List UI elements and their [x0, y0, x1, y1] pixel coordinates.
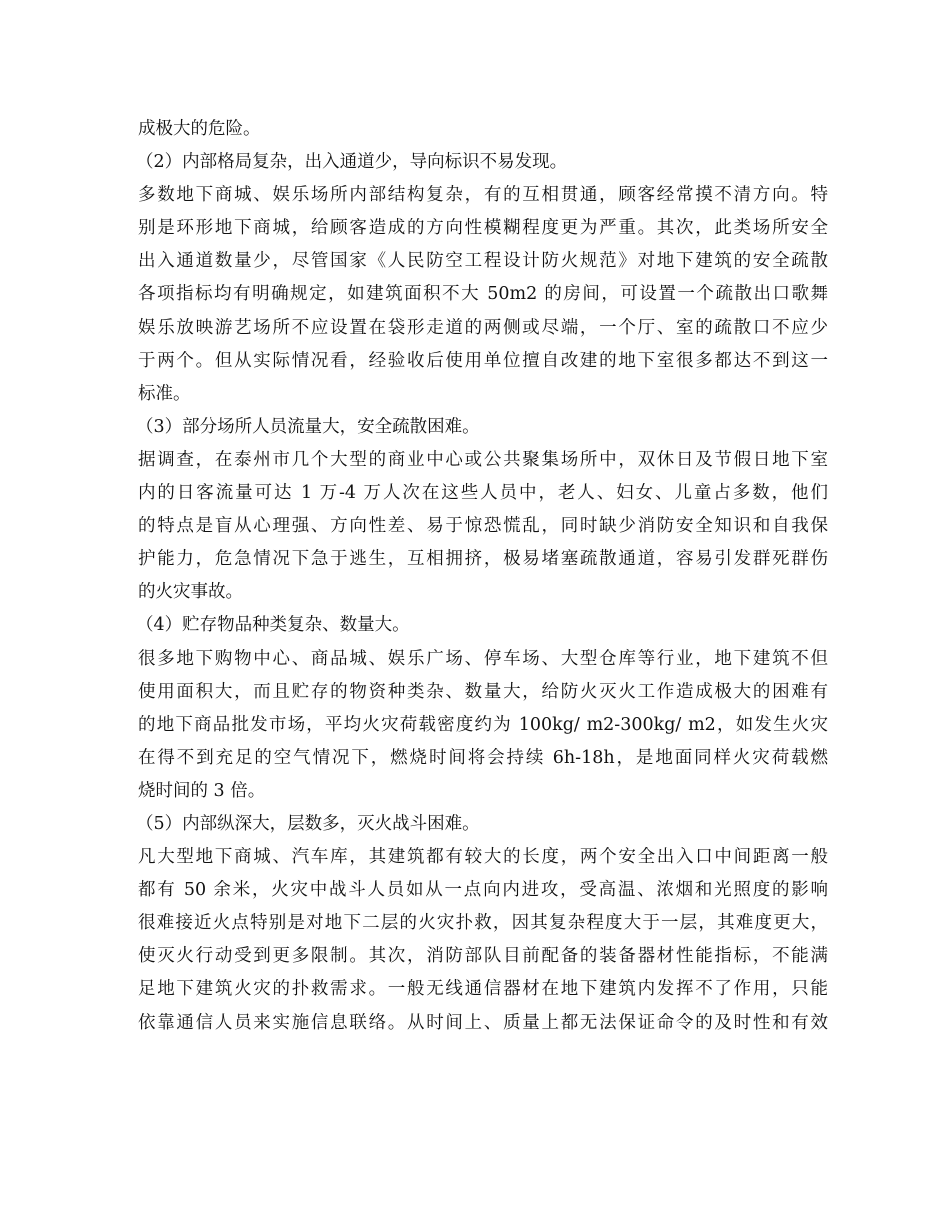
text-line: 出入通道数量少，尽管国家《人民防空工程设计防火规范》对地下建筑的安全疏散 [138, 251, 828, 272]
text-line: 的地下商品批发市场，平均火灾荷载密度约为 100kg/ m2-300kg/ m2，如发生火灾 [138, 714, 828, 735]
text-line: 内的日客流量可达 1 万-4 万人次在这些人员中，老人、妇女、儿童占多数，他们 [138, 483, 828, 504]
text-line: 使灭火行动受到更多限制。其次，消防部队目前配备的装备器材性能指标，不能满 [138, 946, 828, 967]
text-line: 娱乐放映游艺场所不应设置在袋形走道的两侧或尽端，一个厅、室的疏散口不应少 [138, 317, 828, 338]
section-heading: （3）部分场所人员流量大，安全疏散困难。 [136, 416, 480, 437]
text-line: 护能力，危急情况下急于逃生，互相拥挤，极易堵塞疏散通道，容易引发群死群伤 [138, 549, 828, 570]
text-line: 各项指标均有明确规定，如建筑面积不大 50m2 的房间，可设置一个疏散出口歌舞 [138, 284, 828, 305]
text-line: 在得不到充足的空气情况下，燃烧时间将会持续 6h-18h，是地面同样火灾荷载燃 [138, 747, 828, 768]
text-line: 多数地下商城、娱乐场所内部结构复杂，有的互相贯通，顾客经常摸不清方向。特 [138, 185, 828, 206]
text-line: 足地下建筑火灾的扑救需求。一般无线通信器材在地下建筑内发挥不了作用，只能 [138, 979, 828, 1000]
text-line: 成极大的危险。 [138, 119, 261, 139]
body-text [138, 113, 828, 1040]
text-line: 很难接近火点特别是对地下二层的火灾扑救，因其复杂程度大于一层，其难度更大， [138, 913, 828, 934]
text-line: 的特点是盲从心理强、方向性差、易于惊恐慌乱，同时缺少消防安全知识和自我保 [138, 516, 828, 537]
text-line: 的火灾事故。 [138, 582, 243, 603]
section-heading: （5）内部纵深大，层数多，灭火战斗困难。 [136, 813, 480, 834]
section-heading: （2）内部格局复杂，出入通道少，导向标识不易发现。 [136, 152, 568, 173]
text-line: 据调查，在泰州市几个大型的商业中心或公共聚集场所中，双休日及节假日地下室 [138, 449, 828, 470]
text-line: 标准。 [138, 383, 191, 404]
section-heading: （4）贮存物品种类复杂、数量大。 [136, 615, 410, 636]
text-line: 依靠通信人员来实施信息联络。从时间上、质量上都无法保证命令的及时性和有效 [138, 1012, 828, 1033]
text-line: 别是环形地下商城，给顾客造成的方向性模糊程度更为严重。其次，此类场所安全 [138, 218, 828, 239]
text-line: 使用面积大，而且贮存的物资种类杂、数量大，给防火灭火工作造成极大的困难有 [138, 681, 828, 702]
text-line: 烧时间的 3 倍。 [138, 780, 266, 801]
text-line: 于两个。但从实际情况看，经验收后使用单位擅自改建的地下室很多都达不到这一 [138, 350, 828, 371]
text-line: 凡大型地下商城、汽车库，其建筑都有较大的长度，两个安全出入口中间距离一般 [138, 847, 828, 868]
text-line: 都有 50 余米，火灾中战斗人员如从一点向内进攻，受高温、浓烟和光照度的影响 [138, 880, 828, 901]
text-line: 很多地下购物中心、商品城、娱乐广场、停车场、大型仓库等行业，地下建筑不但 [138, 648, 828, 669]
